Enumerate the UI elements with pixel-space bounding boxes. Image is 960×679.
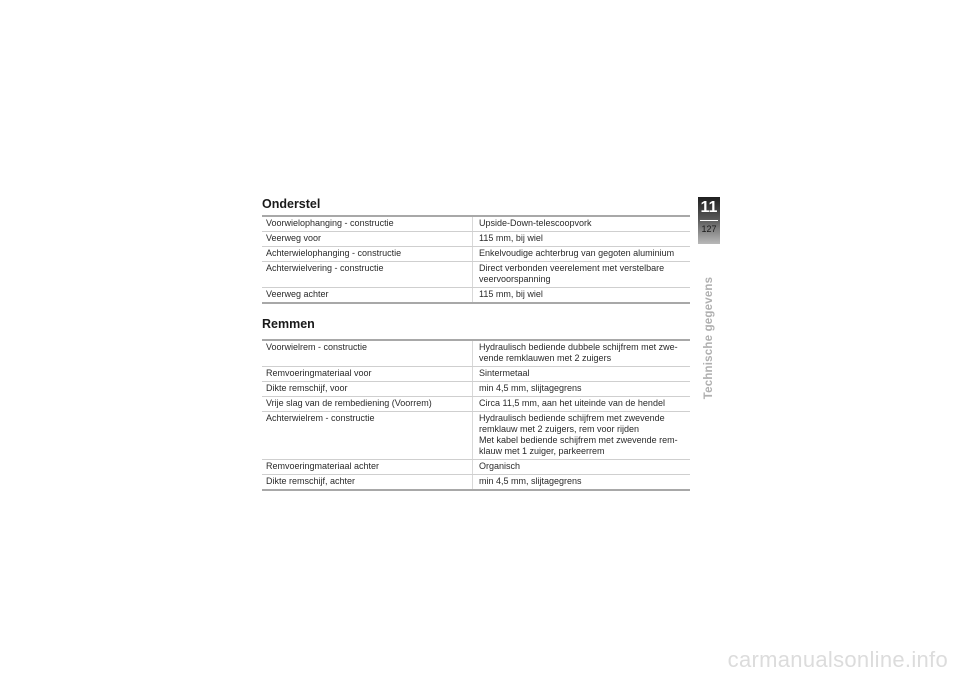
spec-value-line: Hydraulisch bediende dubbele schijfrem met zwe- — [479, 342, 678, 352]
spec-value — [473, 232, 691, 247]
spec-value — [473, 412, 691, 460]
spec-row — [262, 216, 690, 232]
spec-value — [473, 397, 691, 412]
spec-value-line: vende remklauwen met 2 zuigers — [479, 353, 612, 363]
spec-row — [262, 412, 690, 460]
spec-value — [473, 247, 691, 262]
spec-value — [473, 262, 691, 288]
spec-value-line: Sintermetaal — [479, 368, 530, 378]
spec-value-line: remklauw met 2 zuigers, rem voor rijden — [479, 424, 640, 434]
spec-value-line: Enkelvoudige achterbrug van gegoten aluminium — [479, 248, 675, 258]
spec-table-onderstel — [262, 215, 690, 304]
spec-value-line: min 4,5 mm, slijtagegrens — [479, 383, 582, 393]
spec-value-line: min 4,5 mm, slijtagegrens — [479, 476, 582, 486]
spec-value — [473, 216, 691, 232]
page-number: 127 — [701, 224, 717, 234]
spec-label: Veerweg voor — [262, 232, 473, 247]
spec-content — [262, 196, 690, 491]
spec-value — [473, 288, 691, 304]
chapter-name: Technische gegevens — [703, 276, 715, 400]
spec-value — [473, 340, 691, 367]
spec-value — [473, 367, 691, 382]
section-title-remmen: Remmen — [262, 317, 315, 331]
spec-label: Vrije slag van de rembediening (Voorrem) — [262, 397, 473, 412]
spec-table-remmen — [262, 339, 690, 491]
spec-label: Voorwielrem - constructie — [262, 340, 473, 367]
spec-value-line: Organisch — [479, 461, 521, 471]
spec-row — [262, 397, 690, 412]
spec-label: Dikte remschijf, voor — [262, 382, 473, 397]
spec-label: Dikte remschijf, achter — [262, 475, 473, 491]
spec-value-line: 115 mm, bij wiel — [479, 233, 543, 243]
spec-label: Achterwielophanging - constructie — [262, 247, 473, 262]
spec-value — [473, 460, 691, 475]
spec-row — [262, 288, 690, 304]
spec-value — [473, 475, 691, 491]
spec-label: Veerweg achter — [262, 288, 473, 304]
spec-label: Remvoeringmateriaal voor — [262, 367, 473, 382]
spec-row — [262, 262, 690, 288]
spec-value-line: Hydraulisch bediende schijfrem met zwevende — [479, 413, 665, 423]
spec-label: Remvoeringmateriaal achter — [262, 460, 473, 475]
chapter-divider — [700, 220, 718, 221]
chapter-number: 11 — [700, 199, 718, 216]
spec-row — [262, 475, 690, 491]
spec-value-line: Upside-Down-telescoopvork — [479, 218, 592, 228]
watermark: carmanualsonline.info — [727, 647, 948, 672]
spec-row — [262, 232, 690, 247]
chapter-tab — [698, 197, 720, 244]
spec-label: Achterwielvering - constructie — [262, 262, 473, 288]
spec-row — [262, 460, 690, 475]
spec-value-line: veervoorspanning — [479, 274, 551, 284]
spec-row — [262, 340, 690, 367]
section-title-onderstel: Onderstel — [262, 197, 321, 211]
spec-label: Voorwielophanging - constructie — [262, 216, 473, 232]
spec-row — [262, 382, 690, 397]
spec-row — [262, 367, 690, 382]
spec-value-line: Direct verbonden veerelement met verstelbare — [479, 263, 665, 273]
spec-value-line: Met kabel bediende schijfrem met zwevende rem- — [479, 435, 678, 445]
spec-value-line: 115 mm, bij wiel — [479, 289, 543, 299]
spec-value-line: Circa 11,5 mm, aan het uiteinde van de hendel — [479, 398, 665, 408]
spec-row — [262, 247, 690, 262]
spec-label: Achterwielrem - constructie — [262, 412, 473, 460]
spec-value-line: klauw met 1 zuiger, parkeerrem — [479, 446, 605, 456]
spec-value — [473, 382, 691, 397]
